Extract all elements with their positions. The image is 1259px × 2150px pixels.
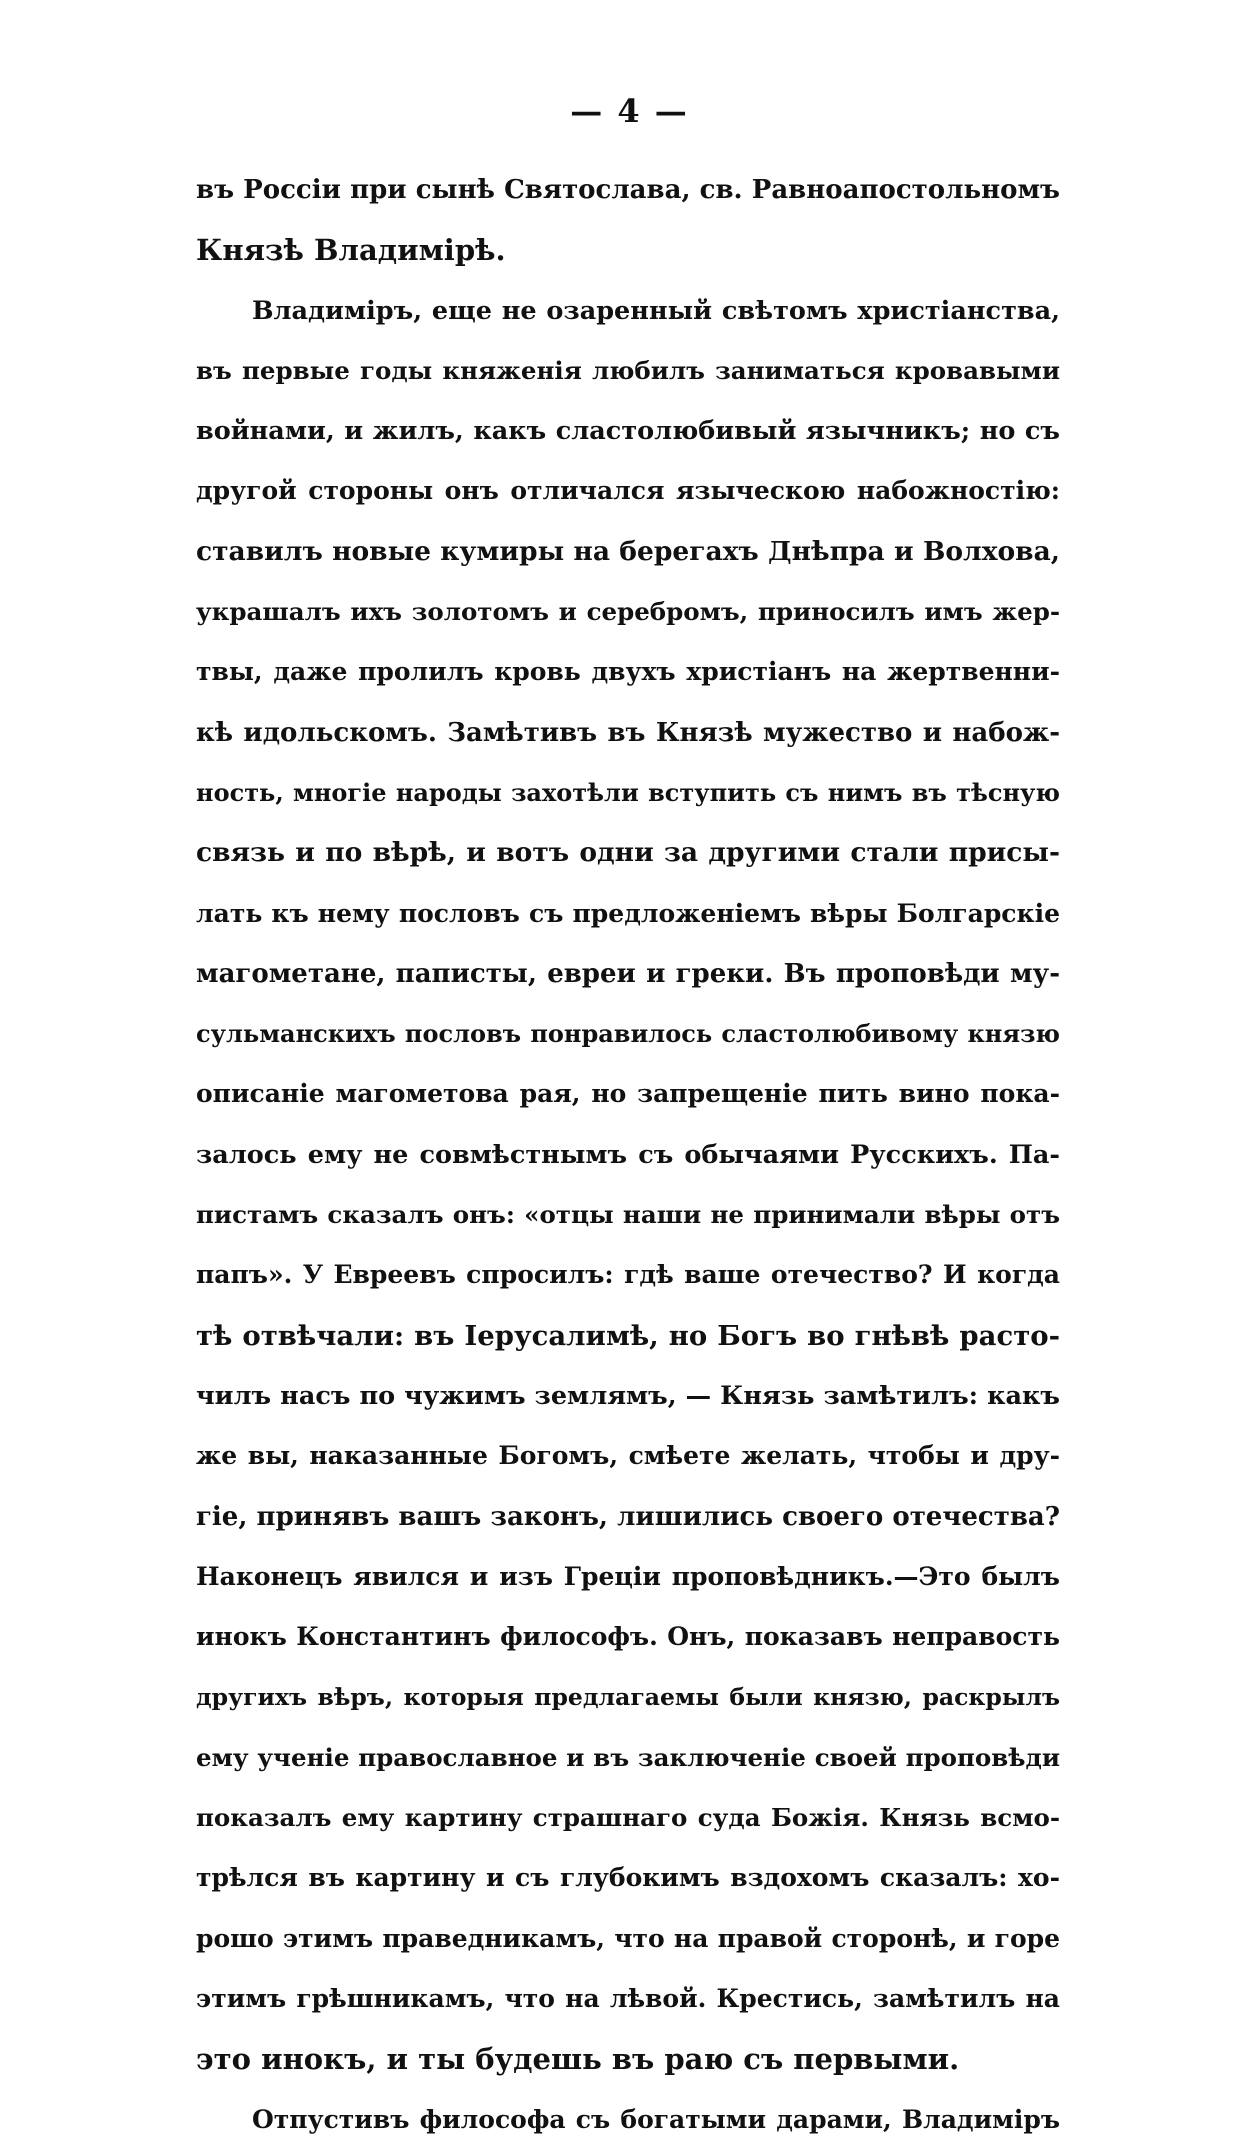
text-line: кѣ идольскомъ. Замѣтивъ въ Князѣ мужество и набож- [196, 717, 1060, 748]
text-line: войнами, и жилъ, какъ сластолюбивый язычникъ; но съ [196, 416, 1060, 447]
text-line: въ Россіи при сынѣ Святослава, св. Равноапостольномъ [196, 175, 1060, 205]
text-line: залось ему не совмѣстнымъ съ обычаями Русскихъ. Па- [196, 1139, 1060, 1170]
text-line: это инокъ, и ты будешь въ раю съ первыми. [196, 2042, 960, 2077]
text-line: рошо этимъ праведникамъ, что на правой сторонѣ, и горе [196, 1923, 1060, 1953]
page-number: — 4 — [570, 92, 689, 130]
text-line: лать къ нему пословъ съ предложеніемъ вѣры Болгарскіе [196, 898, 1060, 928]
text-line: же вы, наказанные Богомъ, смѣете желать, чтобы и дру- [196, 1441, 1060, 1471]
text-line: магометане, паписты, евреи и греки. Въ проповѣди му- [196, 958, 1060, 989]
text-line: инокъ Константинъ философъ. Онъ, показавъ неправость [196, 1622, 1060, 1652]
text-line: другой стороны онъ отличался языческою набожностію: [196, 476, 1060, 506]
text-line: гіе, принявъ вашъ законъ, лишились своего отечества? [196, 1501, 1060, 1532]
text-line: ему ученіе православное и въ заключеніе своей проповѣди [196, 1742, 1060, 1772]
text-line: пистамъ сказалъ онъ: «отцы наши не принимали вѣры отъ [196, 1200, 1060, 1230]
text-line: папъ». У Евреевъ спросилъ: гдѣ ваше отечество? И когда [196, 1260, 1060, 1290]
text-line: твы, даже пролилъ кровь двухъ христіанъ на жертвенни- [196, 657, 1060, 687]
text-line: Князѣ Владимірѣ. [196, 233, 506, 268]
text-line: Отпустивъ философа съ богатыми дарами, Владиміръ [252, 2104, 1060, 2134]
text-line: Наконецъ явился и изъ Греціи проповѣдникъ.—Это былъ [196, 1561, 1060, 1591]
text-line: ность, многіе народы захотѣли вступить съ нимъ въ тѣсную [196, 777, 1060, 807]
body-text [196, 160, 1060, 2150]
text-line: другихъ вѣръ, которыя предлагаемы были князю, раскрылъ [196, 1683, 1060, 1712]
text-line: тѣ отвѣчали: въ Іерусалимѣ, но Богъ во гнѣвѣ расто- [196, 1319, 1060, 1352]
text-line: сульманскихъ пословъ понравилось сластолюбивому князю [196, 1019, 1060, 1049]
text-line: показалъ ему картину страшнаго суда Божія. Князь всмо- [196, 1803, 1060, 1833]
text-line: трѣлся въ картину и съ глубокимъ вздохомъ сказалъ: хо- [196, 1863, 1060, 1893]
text-line: въ первые годы княженія любилъ заниматься кровавыми [196, 355, 1060, 385]
text-line: этимъ грѣшникамъ, что на лѣвой. Крестись, замѣтилъ на [196, 1983, 1060, 2013]
text-line: чилъ насъ по чужимъ землямъ, — Князь замѣтилъ: какъ [196, 1380, 1060, 1411]
text-line: связь и по вѣрѣ, и вотъ одни за другими стали присы- [196, 837, 1060, 869]
text-line: украшалъ ихъ золотомъ и серебромъ, приносилъ имъ жер- [196, 597, 1060, 627]
text-line: Владиміръ, еще не озаренный свѣтомъ христіанства, [252, 295, 1060, 326]
text-line: описаніе магометова рая, но запрещеніе пить вино пока- [196, 1079, 1060, 1109]
text-line: ставилъ новые кумиры на берегахъ Днѣпра и Волхова, [196, 535, 1060, 567]
